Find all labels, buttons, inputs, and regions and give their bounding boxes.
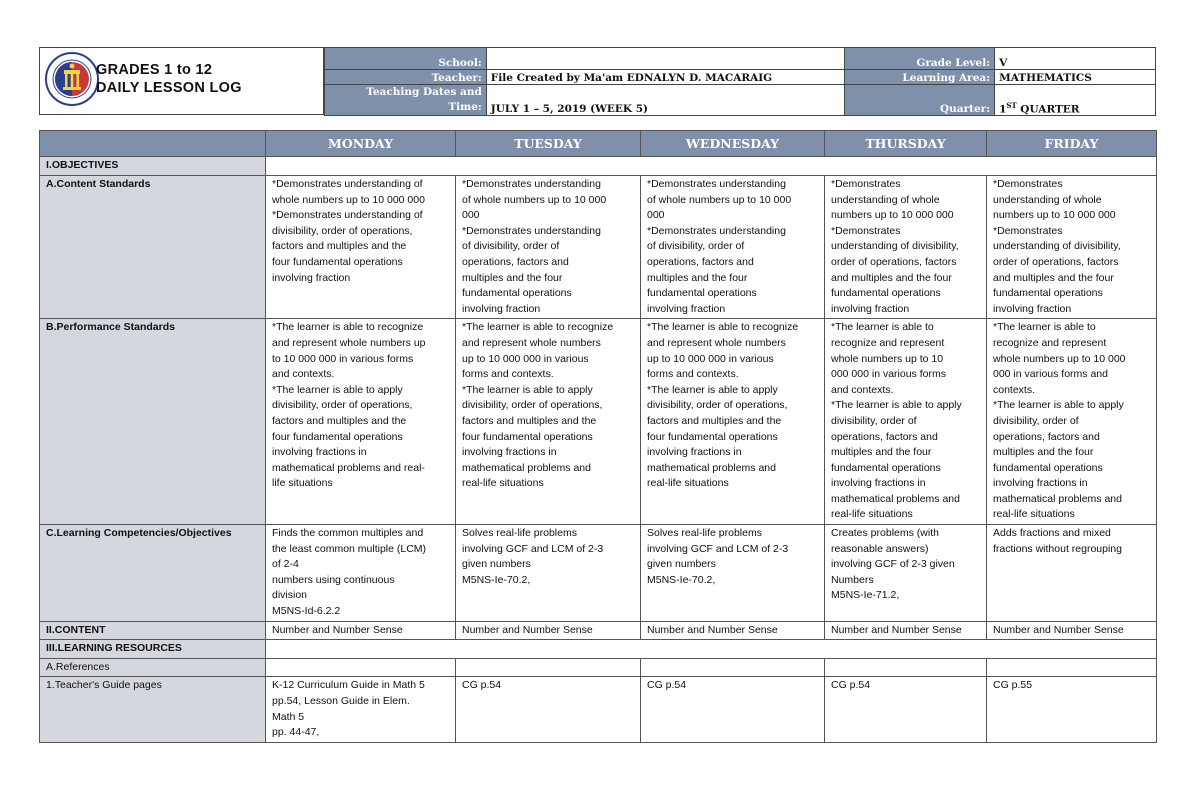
quarter-ordinal: ST [1006, 100, 1017, 110]
teachers-guide-label: 1.Teacher's Guide pages [40, 677, 266, 742]
quarter-label: Quarter: [845, 85, 995, 116]
content-thursday: Number and Number Sense [825, 621, 987, 640]
content-tuesday: Number and Number Sense [456, 621, 641, 640]
lesson-log-table [39, 130, 1157, 743]
performance-standards-row [40, 319, 1157, 525]
teachers-guide-monday: K-12 Curriculum Guide in Math 5 pp.54, Lesson Guide in Elem. Math 5 pp. 44-47, [266, 677, 456, 742]
content-row [40, 621, 1157, 640]
form-title-line2: DAILY LESSON LOG [96, 80, 242, 96]
header-info-table [324, 47, 1156, 116]
content-standards-friday: *Demonstrates understanding of whole numbers up to 10 000 000 *Demonstrates understanding of divisibility, order of operations, factors and multiples and the four fundamental operations involving fraction [987, 176, 1157, 319]
day-header-monday: MONDAY [266, 131, 456, 157]
objectives-label: I.OBJECTIVES [40, 157, 266, 176]
competencies-wednesday: Solves real-life problems involving GCF and LCM of 2-3 given numbers M5NS-Ie-70.2, [641, 525, 825, 622]
references-monday [266, 658, 456, 677]
content-standards-row [40, 176, 1157, 319]
content-standards-wednesday: *Demonstrates understanding of whole numbers up to 10 000 000 *Demonstrates understanding of divisibility, order of operations, factors and multiples and the four fundamental operations involving fraction [641, 176, 825, 319]
competencies-monday: Finds the common multiples and the least common multiple (LCM) of 2-4 numbers using continuous division M5NS-Id-6.2.2 [266, 525, 456, 622]
performance-standards-tuesday: *The learner is able to recognize and represent whole numbers up to 10 000 000 in various forms and contexts. *The learner is able to apply divisibility, order of operations, factors and multiples and the four fundamental operations involving fractions in mathematical problems and real-life situations [456, 319, 641, 525]
teacher-value: File Created by Ma'am EDNALYN D. MACARAIG [486, 70, 844, 85]
content-standards-monday: *Demonstrates understanding of whole numbers up to 10 000 000 *Demonstrates understanding of divisibility, order of operations, factors and multiples and the four fundamental operations involving fraction [266, 176, 456, 319]
grade-level-label: Grade Level: [845, 48, 995, 70]
competencies-thursday: Creates problems (with reasonable answers) involving GCF of 2-3 given Numbers M5NS-Ie-71.2, [825, 525, 987, 622]
form-title-line1: GRADES 1 to 12 [96, 62, 213, 78]
competencies-tuesday: Solves real-life problems involving GCF and LCM of 2-3 given numbers M5NS-Ie-70.2, [456, 525, 641, 622]
learning-resources-label: III.LEARNING RESOURCES [40, 640, 266, 659]
deped-seal-icon [44, 51, 100, 107]
performance-standards-friday: *The learner is able to recognize and represent whole numbers up to 10 000 000 in various forms and contexts. *The learner is able to apply divisibility, order of operations, factors and multiples and the four fundamental operations involving fractions in mathematical problems and real-life situations [987, 319, 1157, 525]
school-value [486, 48, 844, 70]
day-header-friday: FRIDAY [987, 131, 1157, 157]
performance-standards-wednesday: *The learner is able to recognize and represent whole numbers up to 10 000 000 in various forms and contexts. *The learner is able to apply divisibility, order of operations, factors and multiples and the four fundamental operations involving fractions in mathematical problems and real-life situations [641, 319, 825, 525]
content-standards-label: A.Content Standards [40, 176, 266, 319]
day-header-row [40, 131, 1157, 157]
objectives-cell [266, 157, 1157, 176]
teaching-dates-label-line1: Teaching Dates and [366, 86, 482, 98]
teacher-label: Teacher: [325, 70, 487, 85]
performance-standards-monday: *The learner is able to recognize and represent whole numbers up to 10 000 000 in various forms and contexts. *The learner is able to apply divisibility, order of operations, factors and multiples and the four fundamental operations involving fractions in mathematical problems and real- life situations [266, 319, 456, 525]
school-label: School: [325, 48, 487, 70]
learning-area-label: Learning Area: [845, 70, 995, 85]
references-wednesday [641, 658, 825, 677]
content-monday: Number and Number Sense [266, 621, 456, 640]
content-standards-tuesday: *Demonstrates understanding of whole numbers up to 10 000 000 *Demonstrates understanding of divisibility, order of operations, factors and multiples and the four fundamental operations involving fraction [456, 176, 641, 319]
competencies-label: C.Learning Competencies/Objectives [40, 525, 266, 622]
objectives-row [40, 157, 1157, 176]
teaching-dates-label-line2: Time: [448, 101, 482, 113]
day-header-tuesday: TUESDAY [456, 131, 641, 157]
learning-resources-row [40, 640, 1157, 659]
teachers-guide-tuesday: CG p.54 [456, 677, 641, 742]
day-header-thursday: THURSDAY [825, 131, 987, 157]
references-tuesday [456, 658, 641, 677]
teachers-guide-thursday: CG p.54 [825, 677, 987, 742]
content-friday: Number and Number Sense [987, 621, 1157, 640]
references-row [40, 658, 1157, 677]
quarter-value [995, 85, 1156, 116]
teaching-dates-value: JULY 1 – 5, 2019 (WEEK 5) [486, 85, 844, 116]
references-friday [987, 658, 1157, 677]
content-wednesday: Number and Number Sense [641, 621, 825, 640]
teachers-guide-friday: CG p.55 [987, 677, 1157, 742]
day-header-wednesday: WEDNESDAY [641, 131, 825, 157]
competencies-friday: Adds fractions and mixed fractions without regrouping [987, 525, 1157, 622]
quarter-number: 1 [999, 103, 1007, 115]
teaching-dates-label [325, 85, 487, 116]
quarter-word: QUARTER [1016, 103, 1080, 115]
learning-resources-cell [266, 640, 1157, 659]
performance-standards-thursday: *The learner is able to recognize and represent whole numbers up to 10 000 000 in various forms and contexts. *The learner is able to apply divisibility, order of operations, factors and multiples and the four fundamental operations involving fractions in mathematical problems and real-life situations [825, 319, 987, 525]
grade-level-value: V [995, 48, 1156, 70]
learning-area-value: MATHEMATICS [995, 70, 1156, 85]
performance-standards-label: B.Performance Standards [40, 319, 266, 525]
content-standards-thursday: *Demonstrates understanding of whole numbers up to 10 000 000 *Demonstrates understanding of divisibility, order of operations, factors and multiples and the four fundamental operations involving fraction [825, 176, 987, 319]
teachers-guide-row [40, 677, 1157, 742]
teachers-guide-wednesday: CG p.54 [641, 677, 825, 742]
references-thursday [825, 658, 987, 677]
competencies-row [40, 525, 1157, 622]
content-label: II.CONTENT [40, 621, 266, 640]
corner-header-cell [40, 131, 266, 157]
references-label: A.References [40, 658, 266, 677]
